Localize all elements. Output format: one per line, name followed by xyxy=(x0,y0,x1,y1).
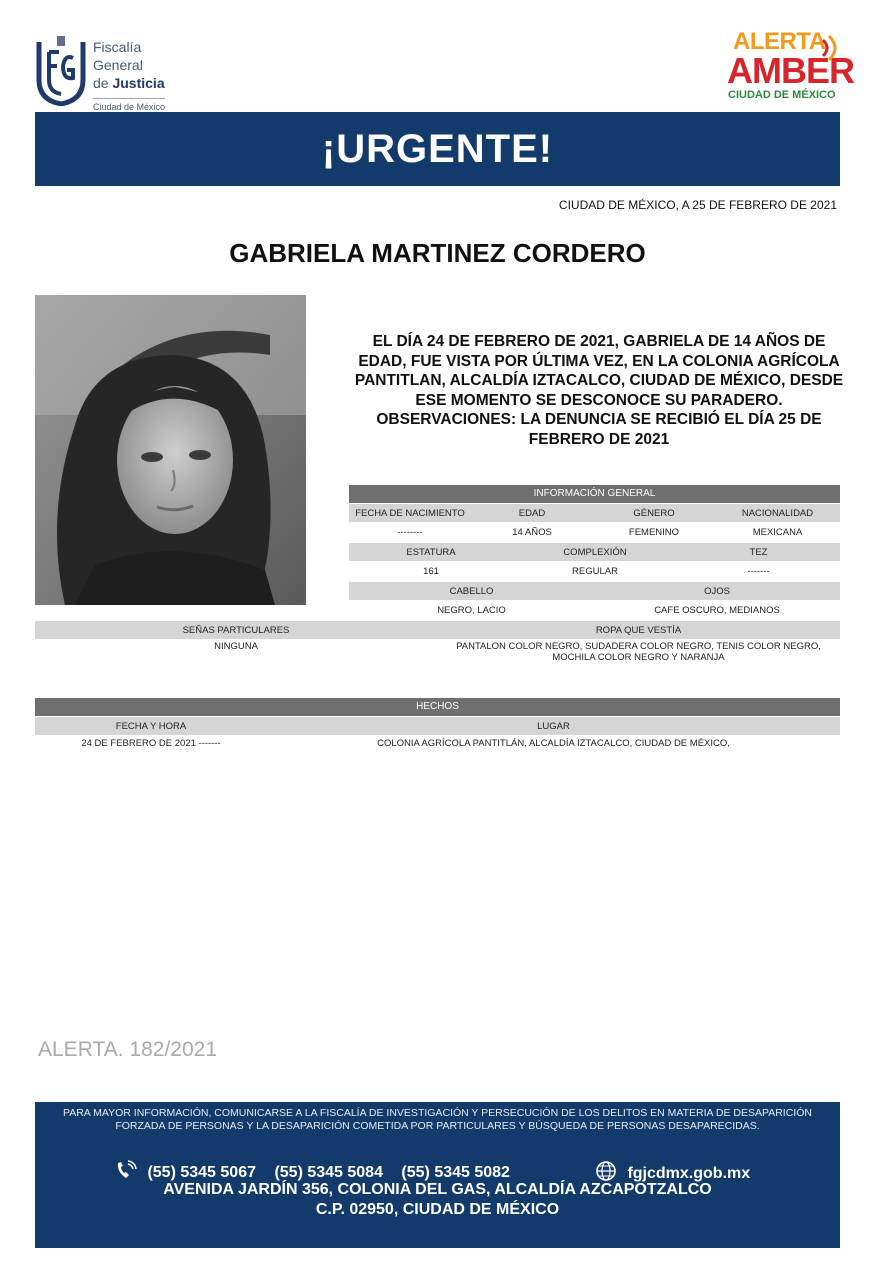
label-clothing: ROPA QUE VESTÍA xyxy=(595,625,682,636)
value-hair: NEGRO, LACIO xyxy=(437,605,506,616)
value-clothing-line1: PANTALON COLOR NEGRO, SUDADERA COLOR NEGRO, TENIS COLOR NEGRO, xyxy=(456,641,821,652)
footer-phones xyxy=(115,1160,524,1182)
fgj-logo-text xyxy=(93,38,165,112)
value-skin: ------- xyxy=(747,566,770,577)
info-row3-values xyxy=(349,601,840,619)
fgj-line2: General xyxy=(93,57,143,73)
label-gender: GÉNERO xyxy=(633,508,675,519)
alerta-amber-logo xyxy=(725,28,854,110)
info-row1-values xyxy=(349,523,840,541)
phone-3[interactable]: (55) 5345 5082 xyxy=(401,1164,510,1181)
footer-contact xyxy=(35,1102,840,1248)
label-age: EDAD xyxy=(518,508,546,519)
person-name: GABRIELA MARTINEZ CORDERO xyxy=(229,238,646,268)
value-eyes: CAFE OSCURO, MEDIANOS xyxy=(654,605,780,616)
info-row4-labels xyxy=(35,621,840,639)
value-birthdate: -------- xyxy=(397,527,423,538)
label-place: LUGAR xyxy=(537,721,570,732)
footer-info xyxy=(35,1107,840,1133)
value-gender: FEMENINO xyxy=(628,527,680,538)
case-description: EL DÍA 24 DE FEBRERO DE 2021, GABRIELA DE 14 AÑOS DE EDAD, FUE VISTA POR ÚLTIMA VEZ, EN LA COLONIA AGRÍCOLA PANTITLAN, ALCALDÍA IZTACALCO, CIUDAD DE MÉXICO, DESDE ESE MOMENTO SE DESCONOCE SU PARADERO. OBSERVACIONES: LA DENUNCIA SE RECIBIÓ EL DÍA 25 DE FEBRERO DE 2021 xyxy=(354,333,844,448)
value-build: REGULAR xyxy=(572,566,618,577)
value-height: 161 xyxy=(423,566,439,577)
alert-number: ALERTA. 182/2021 xyxy=(38,1038,218,1061)
label-build: COMPLEXIÓN xyxy=(563,547,627,558)
value-clothing-line2: MOCHILA COLOR NEGRO Y NARANJA xyxy=(552,652,725,663)
label-eyes: OJOS xyxy=(704,586,730,597)
amber-line2: AMBER xyxy=(727,50,854,91)
fgj-logo xyxy=(35,32,185,110)
fgj-line4: Ciudad de México xyxy=(93,98,165,112)
info-row2-values xyxy=(349,562,840,580)
value-marks: NINGUNA xyxy=(214,641,258,652)
address-line2: C.P. 02950, CIUDAD DE MÉXICO xyxy=(315,1201,560,1218)
value-age: 14 AÑOS xyxy=(512,527,552,538)
phone-1[interactable]: (55) 5345 5067 xyxy=(147,1164,256,1181)
footer-info-line2: FORZADA DE PERSONAS Y LA DESAPARICIÓN COMETIDA POR PARTICULARES Y BÚSQUEDA DE PERSONAS DESAPARECIDAS. xyxy=(115,1120,760,1132)
fgj-line3 xyxy=(93,74,165,92)
value-clothing xyxy=(437,641,840,663)
value-place: COLONIA AGRÍCOLA PANTITLÁN, ALCALDÍA IZTACALCO, CIUDAD DE MÉXICO, xyxy=(377,738,730,749)
address-line1: AVENIDA JARDÍN 356, COLONIA DEL GAS, ALCALDÍA AZCAPOTZALCO xyxy=(163,1181,712,1198)
fgj-emblem-icon xyxy=(35,36,87,106)
footer-info-line1: PARA MAYOR INFORMACIÓN, COMUNICARSE A LA FISCALÍA DE INVESTIGACIÓN Y PERSECUCIÓN DE LOS DELITOS EN MATERIA DE DESAPARICIÓN xyxy=(63,1107,812,1119)
value-datetime: 24 DE FEBRERO DE 2021 ------- xyxy=(81,738,221,749)
missing-person-photo xyxy=(35,295,306,605)
fgj-line3b: Justicia xyxy=(112,75,165,91)
website-link[interactable]: fgjcdmx.gob.mx xyxy=(627,1165,751,1182)
fgj-line3a: de xyxy=(93,75,113,91)
hechos-values xyxy=(35,736,840,754)
amber-line3: CIUDAD DE MÉXICO xyxy=(728,89,836,101)
footer-address xyxy=(35,1180,840,1220)
label-skin: TEZ xyxy=(749,547,768,558)
globe-icon xyxy=(595,1160,617,1182)
value-nationality: MEXICANA xyxy=(752,527,803,538)
label-datetime: FECHA Y HORA xyxy=(115,721,187,732)
label-height: ESTATURA xyxy=(406,547,456,558)
portrait-image xyxy=(35,295,306,605)
label-nationality: NACIONALIDAD xyxy=(741,508,814,519)
hechos-labels xyxy=(35,717,840,735)
date-line: CIUDAD DE MÉXICO, A 25 DE FEBRERO DE 2021 xyxy=(558,198,837,212)
info-row2-labels xyxy=(349,543,840,561)
label-birthdate: FECHA DE NACIMIENTO xyxy=(355,508,465,519)
label-hair: CABELLO xyxy=(449,586,494,597)
info-row4-values xyxy=(35,640,840,668)
info-row1-labels xyxy=(349,504,840,522)
label-marks: SEÑAS PARTICULARES xyxy=(182,625,290,636)
urgent-banner: ¡URGENTE! xyxy=(35,112,840,186)
info-row3-labels xyxy=(349,582,840,600)
phone-icon xyxy=(115,1160,137,1180)
phone-2[interactable]: (55) 5345 5084 xyxy=(274,1164,383,1181)
amber-line1: ALERTA xyxy=(733,28,826,55)
info-general-header: INFORMACIÓN GENERAL xyxy=(349,485,840,503)
fgj-line1: Fiscalía xyxy=(93,39,142,55)
hechos-header: HECHOS xyxy=(35,698,840,716)
signal-waves-icon xyxy=(819,30,845,70)
